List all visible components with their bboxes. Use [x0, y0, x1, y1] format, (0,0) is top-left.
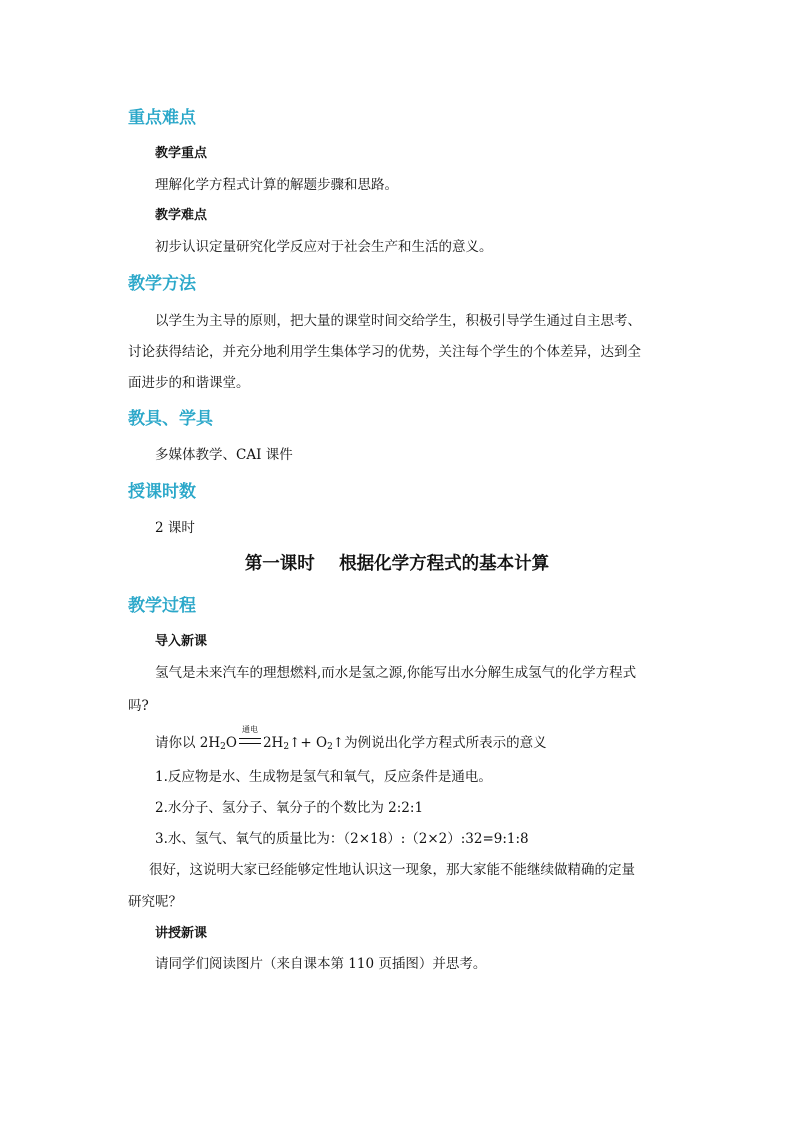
- eq-o: O: [225, 735, 237, 751]
- eq-h: 2H: [262, 735, 284, 751]
- eq-suffix: ↑为例说出化学方程式所表示的意义: [332, 735, 547, 751]
- lesson-title: 第一课时 根据化学方程式的基本计算: [244, 554, 550, 574]
- teaching-difficulty-text: 初步认识定量研究化学反应对于社会生产和生活的意义。: [155, 239, 493, 255]
- meaning-point-2: 2.水分子、氢分子、氧分子的个数比为 2:2:1: [155, 800, 424, 816]
- meaning-point-3: 3.水、氢气、氧气的质量比为：（2×18）:（2×2）:32=9:1:8: [155, 831, 529, 847]
- new-lesson-label: 讲授新课: [155, 926, 208, 941]
- tools-text: 多媒体教学、CAI 课件: [155, 447, 293, 463]
- teaching-focus-label: 教学重点: [155, 146, 208, 161]
- methods-line-1: 以学生为主导的原则，把大量的课堂时间交给学生，积极引导学生通过自主思考、: [155, 313, 641, 329]
- eq-sub-1: 2: [220, 742, 226, 752]
- teaching-focus-text: 理解化学方程式计算的解题步骤和思路。: [155, 177, 398, 193]
- methods-line-2: 讨论获得结论，并充分地利用学生集体学习的优势，关注每个学生的个体差异，达到全: [128, 344, 641, 360]
- process-heading: 教学过程: [128, 596, 196, 616]
- methods-line-3: 面进步的和谐课堂。: [128, 375, 250, 391]
- eq-sub-3: 2: [327, 742, 333, 752]
- comment-line-2: 研究呢？: [128, 894, 182, 910]
- eq-mid: ↑+ O: [289, 735, 328, 751]
- key-points-heading: 重点难点: [128, 108, 196, 128]
- eq-prefix: 请你以 2H: [155, 735, 221, 751]
- intro-line-2: 吗?: [128, 698, 149, 714]
- intro-line-1: 氢气是未来汽车的理想燃料,而水是氢之源,你能写出水分解生成氢气的化学方程式: [155, 665, 637, 681]
- intro-label: 导入新课: [155, 634, 208, 649]
- new-lesson-text: 请同学们阅读图片（来自课本第 110 页插图）并思考。: [155, 956, 487, 972]
- eq-sub-2: 2: [283, 742, 290, 752]
- condition-text: 通电: [241, 725, 258, 734]
- teaching-difficulty-label: 教学难点: [155, 208, 208, 223]
- meaning-point-1: 1.反应物是水、生成物是氢气和氧气，反应条件是通电。: [155, 769, 492, 785]
- tools-heading: 教具、学具: [128, 409, 213, 429]
- reaction-condition: [237, 725, 263, 747]
- chemical-equation-line: [155, 725, 547, 756]
- hours-heading: 授课时数: [128, 482, 196, 502]
- hours-text: 2 课时: [155, 520, 195, 536]
- methods-heading: 教学方法: [128, 274, 196, 294]
- equal-sign-icon: [239, 738, 261, 744]
- comment-line-1: 很好，这说明大家已经能够定性地认识这一现象，那大家能不能继续做精确的定量: [149, 862, 635, 878]
